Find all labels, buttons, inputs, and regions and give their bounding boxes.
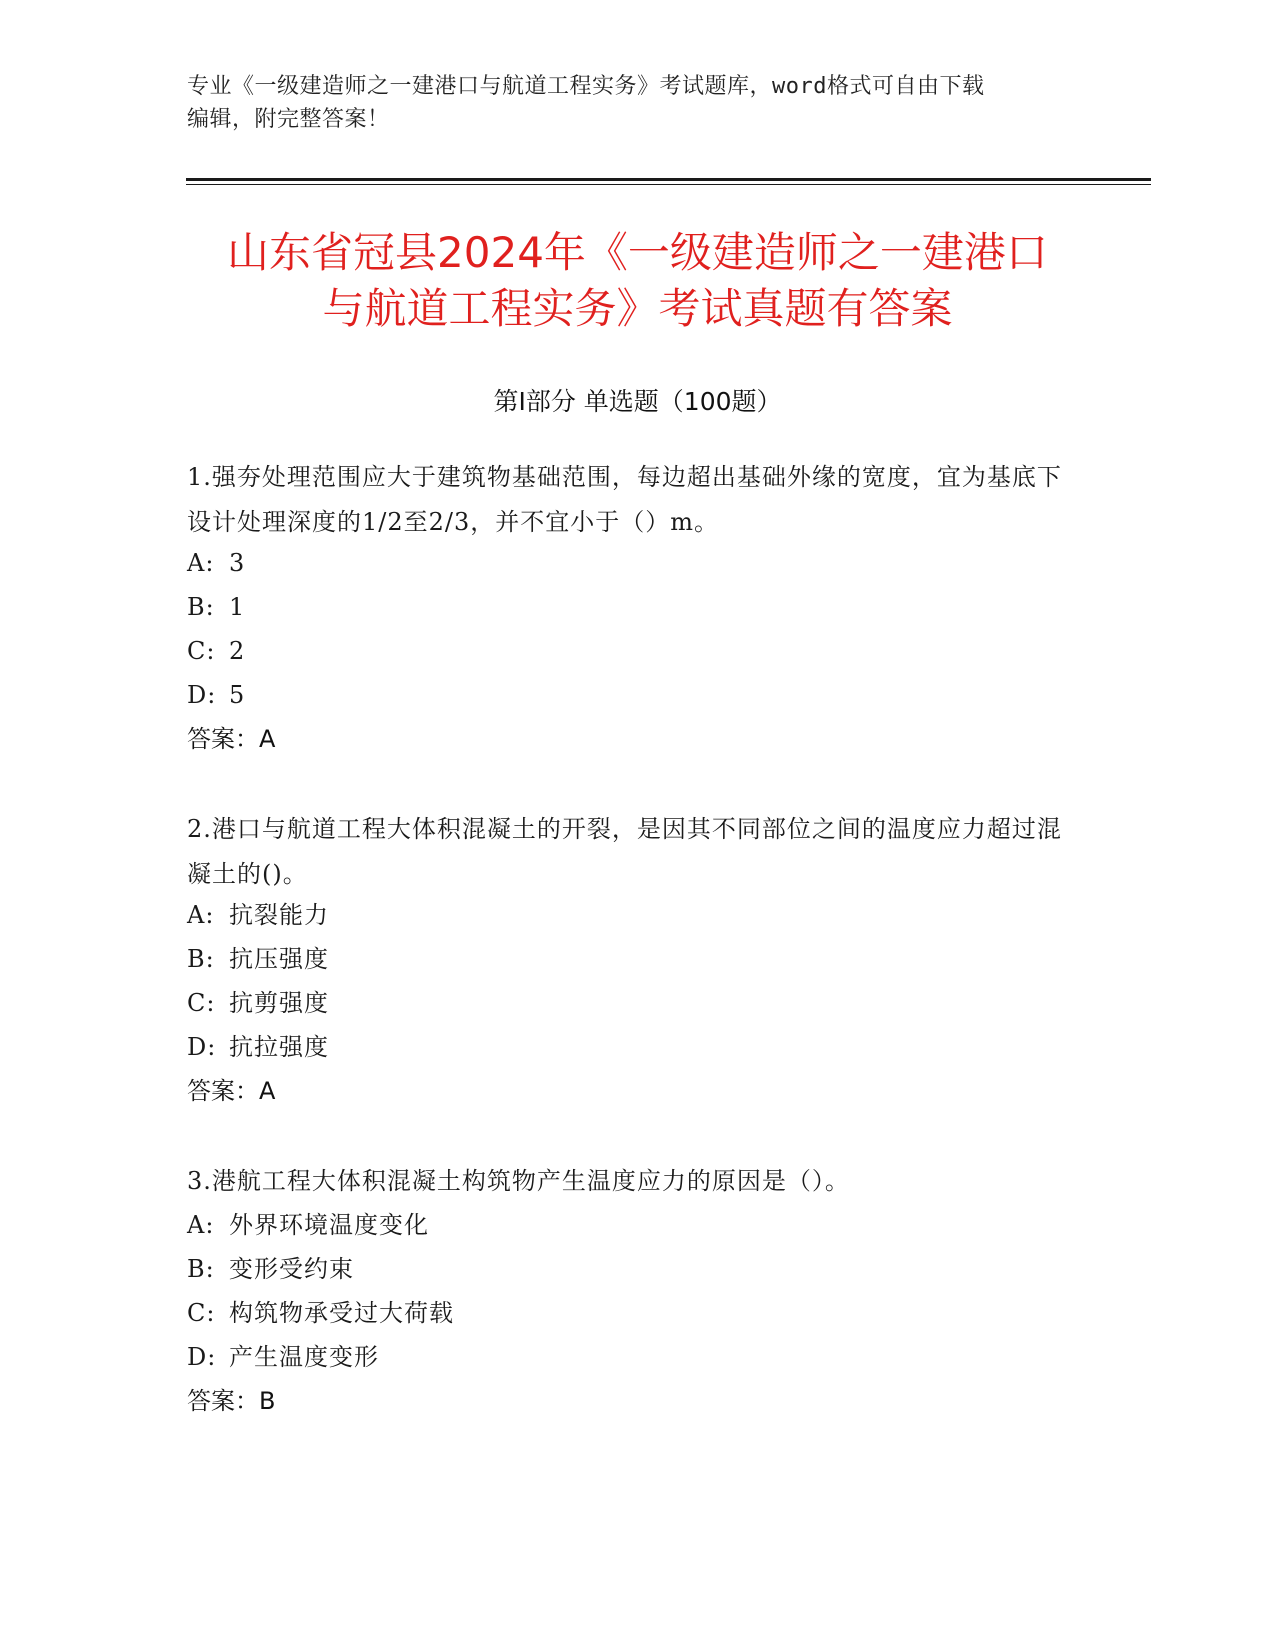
option-text: 抗裂能力 [229, 901, 329, 929]
question-3-option-b [187, 1252, 354, 1286]
header-note-line2: 编辑，附完整答案！ [187, 107, 390, 132]
question-2-option-b [187, 942, 329, 976]
page-title-line1: 山东省冠县2024年《一级建造师之一建港口 [227, 228, 1048, 277]
option-letter: D: [187, 1343, 217, 1371]
header-divider-thick [186, 178, 1151, 181]
option-letter: C: [187, 989, 216, 1017]
option-letter: B: [187, 1255, 215, 1283]
question-1-option-c [187, 634, 245, 668]
option-letter: A: [187, 901, 215, 929]
page-title [150, 225, 1125, 337]
option-text: 抗剪强度 [229, 989, 329, 1017]
option-text: 2 [229, 637, 246, 665]
question-1-text: 1.强夯处理范围应大于建筑物基础范围，每边超出基础外缘的宽度，宜为基底下设计处理深度的1/2至2/3，并不宜小于（）m。 [187, 463, 1062, 536]
option-letter: B: [187, 945, 215, 973]
option-text: 外界环境温度变化 [229, 1211, 429, 1239]
option-letter: D: [187, 681, 217, 709]
option-text: 构筑物承受过大荷载 [229, 1299, 454, 1327]
option-letter: C: [187, 1299, 216, 1327]
option-text: 3 [229, 549, 246, 577]
question-2-answer: 答案：A [187, 1077, 276, 1105]
header-note [187, 70, 1087, 136]
question-3-answer: 答案：B [187, 1387, 276, 1415]
question-1-answer: 答案：A [187, 725, 276, 753]
question-1-option-a [187, 546, 245, 580]
option-text: 5 [229, 681, 246, 709]
question-2-text: 2.港口与航道工程大体积混凝土的开裂，是因其不同部位之间的温度应力超过混凝土的()。 [187, 815, 1062, 888]
header-divider-thin [186, 184, 1151, 185]
option-text: 1 [229, 593, 246, 621]
option-text: 抗拉强度 [229, 1033, 329, 1061]
option-text: 变形受约束 [229, 1255, 354, 1283]
question-1-option-b [187, 590, 245, 624]
option-text: 抗压强度 [229, 945, 329, 973]
option-letter: C: [187, 637, 216, 665]
option-letter: A: [187, 1211, 215, 1239]
option-letter: A: [187, 549, 215, 577]
question-2-option-c [187, 986, 329, 1020]
header-note-line1: 专业《一级建造师之一建港口与航道工程实务》考试题库，word格式可自由下载 [187, 74, 985, 99]
question-1-option-d [187, 678, 245, 712]
question-3-option-c [187, 1296, 454, 1330]
page-title-line2: 与航道工程实务》考试真题有答案 [322, 284, 953, 333]
question-2-option-d [187, 1030, 329, 1064]
option-letter: B: [187, 593, 215, 621]
option-letter: D: [187, 1033, 217, 1061]
question-3-text: 3.港航工程大体积混凝土构筑物产生温度应力的原因是（）。 [187, 1167, 850, 1195]
question-3-option-d [187, 1340, 379, 1374]
question-3-option-a [187, 1208, 429, 1242]
question-2-option-a [187, 898, 329, 932]
option-text: 产生温度变形 [229, 1343, 379, 1371]
section-title: 第Ⅰ部分 单选题（100题） [493, 387, 782, 416]
